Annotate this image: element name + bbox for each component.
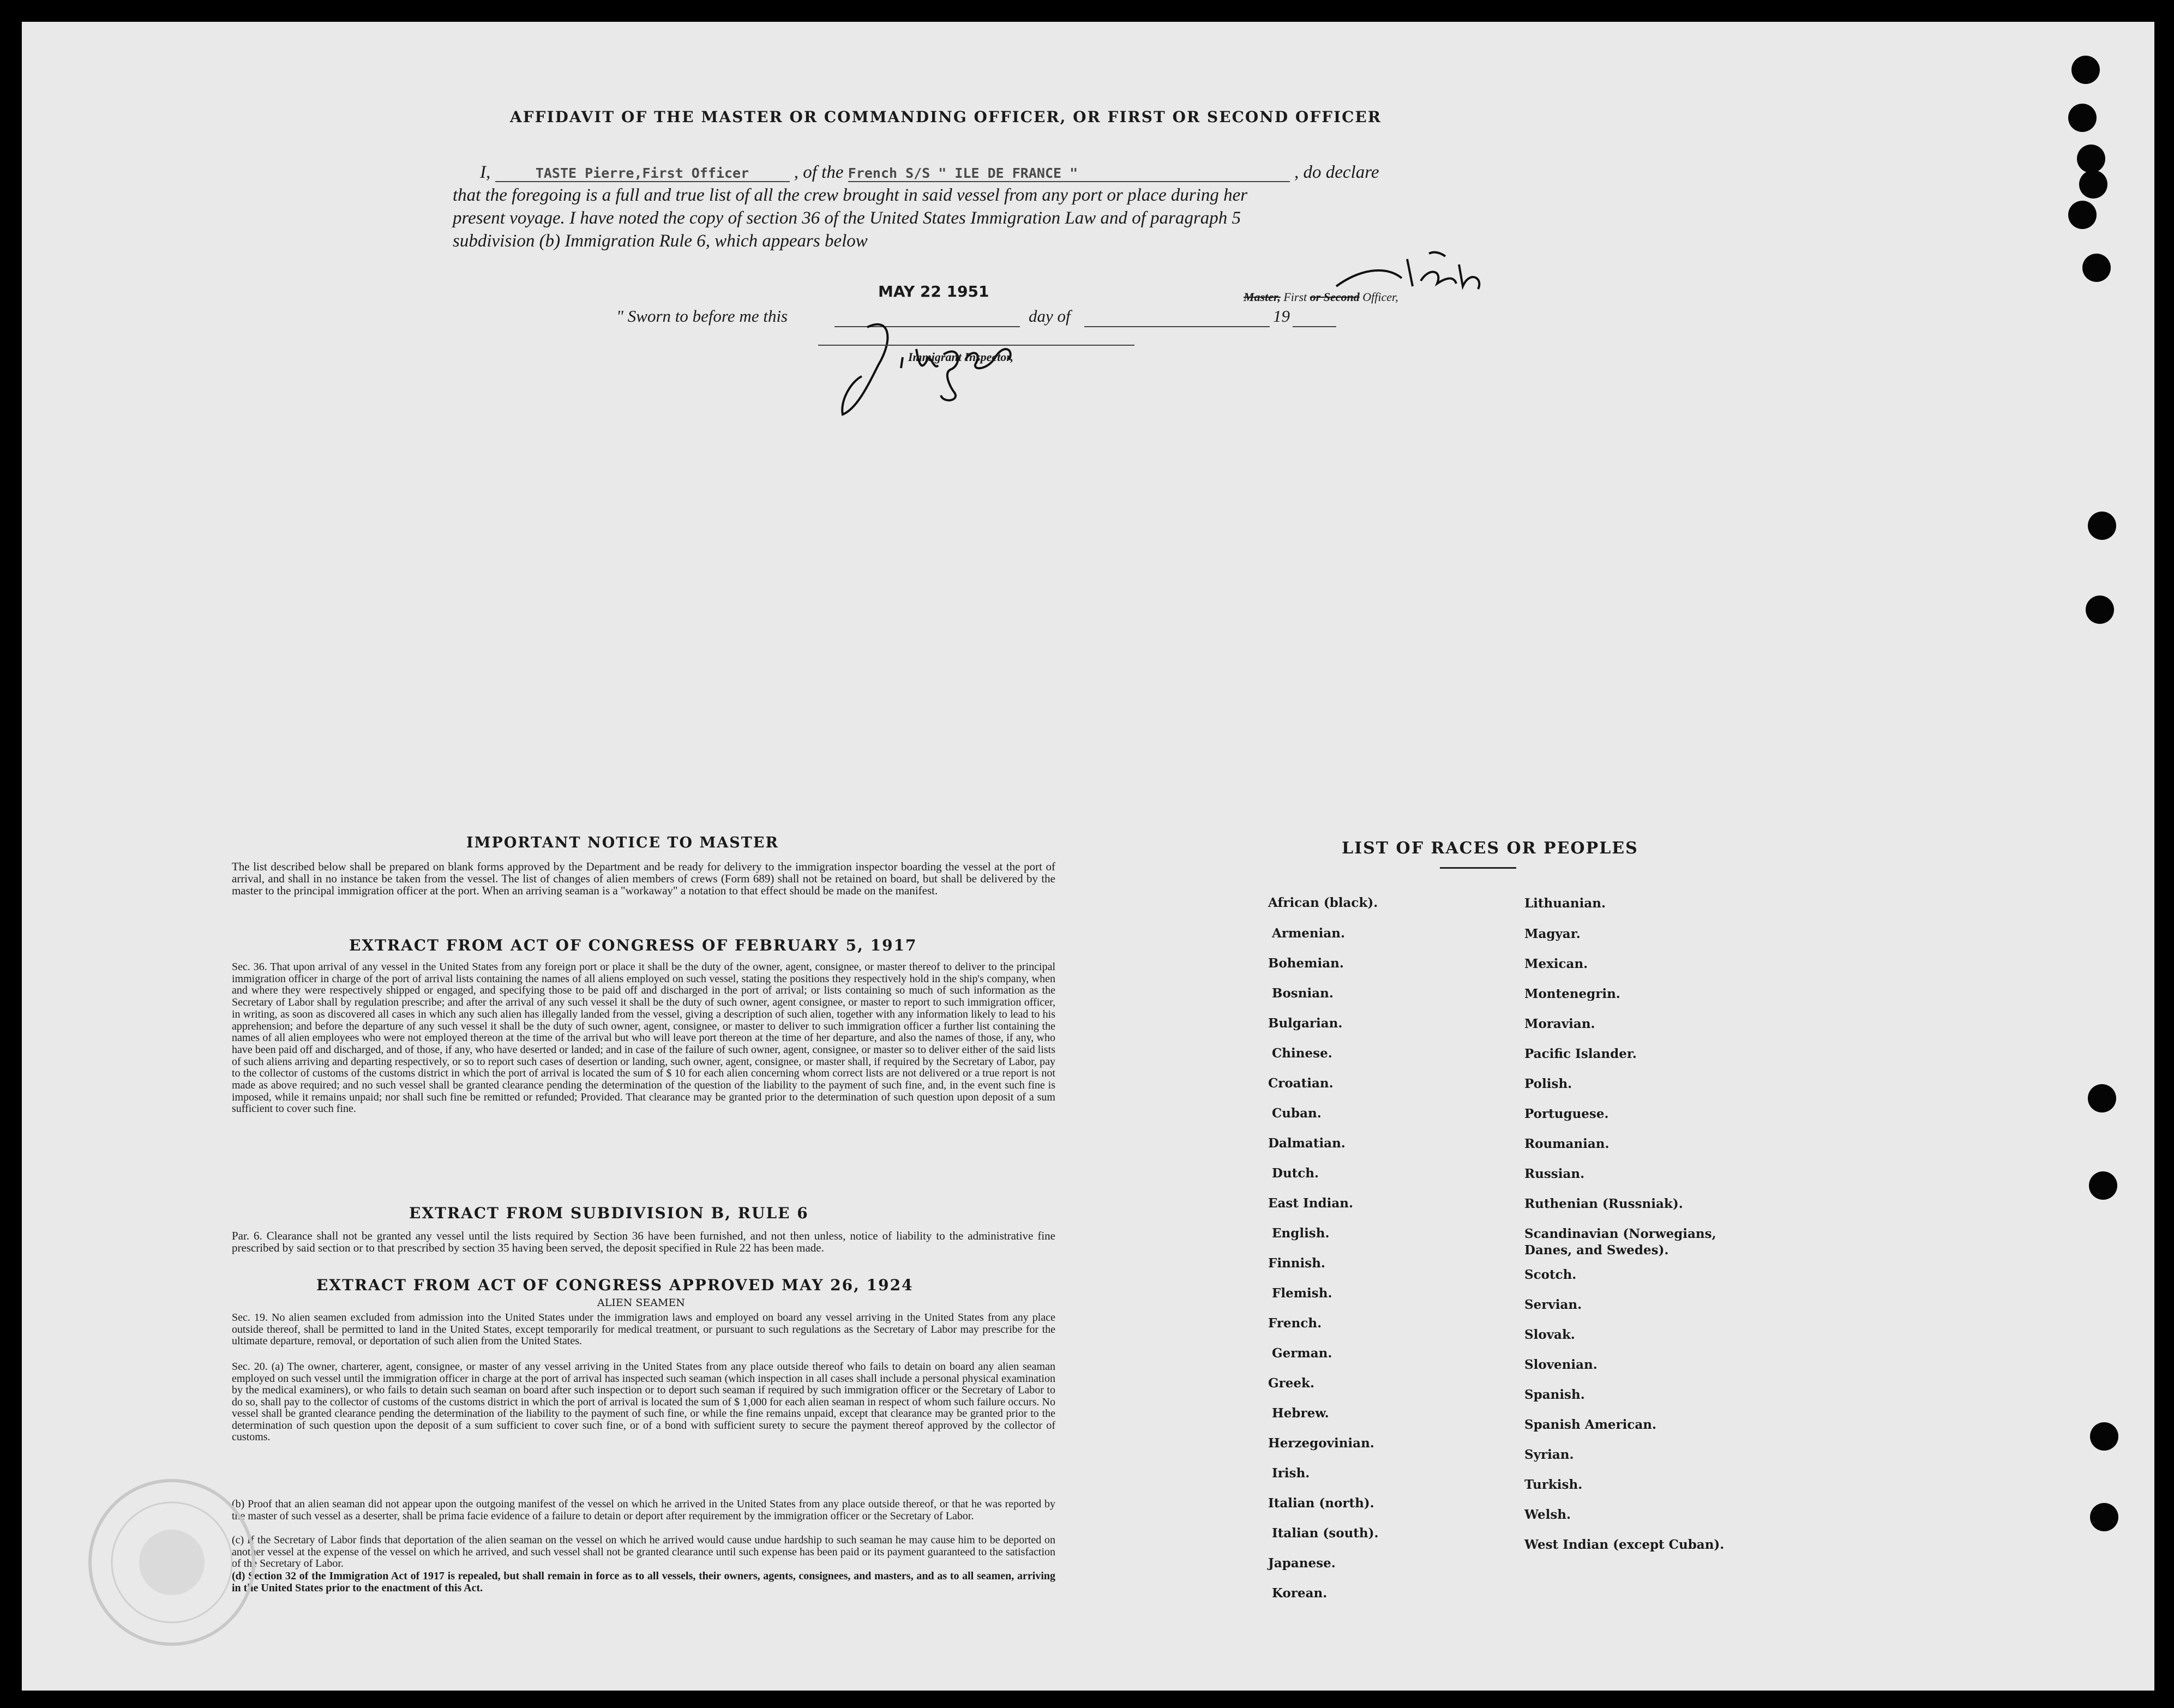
affidavit-of-the: , of the [794, 163, 844, 182]
race-item: Syrian. [1524, 1447, 1574, 1462]
first-label: First [1283, 290, 1307, 304]
binder-hole [2088, 512, 2116, 540]
section-20b: (b) Proof that an alien seaman did not appear upon the outgoing manifest of the vessel on which he arrived in the United States from any place outside thereof, or that he was reported by the master of such vessel as a deserter, shall be prima facie evidence of a failure to detain or deport after requirement by the immigration officer or the Secretary of Labor. [232, 1498, 1055, 1522]
binder-hole [2088, 1084, 2116, 1112]
extract-1917-body: Sec. 36. That upon arrival of any vessel in the United States from any foreign port or place it shall be the duty of the owner, agent, consignee, or master thereof to deliver to the principal immigration officer in charge of the port of arrival lists containing the names of all aliens employed on such vessel, stating the positions they respectively hold in the ship's company, when and where they were respectively shipped or engaged, and specifying those to be paid off and discharged in the port of arrival; or lists containing so much of such information as the Secretary of Labor shall by regulation prescribe; and after the arrival of any such vessel it shall be the duty of such owner, agent consignee, or master to report to such immigration officer, in writing, as soon as discovered all cases in which any such alien has illegally landed from the vessel, giving a description of such alien, together with any information likely to lead to his apprehension; and before the departure of any such vessel it shall be the duty of such owner, agent, consignee, or master to deliver to such immigration officer a further list containing the names of all alien employees who were not employed thereon at the time of the arrival but who will leave port thereon at the time of her departure, and also the names of those, if any, who have been paid off and discharged, and of those, if any, who have deserted or landed; and in case of the failure of such owner, agent, consignee, or master so to deliver either of the said lists of such aliens arriving and departing respectively, or so to report such cases of desertion or landing, such owner, agent, consignee, or master shall, if required by the Secretary of Labor, pay to the collector of customs of the customs district in which the port of arrival is located the sum of $ 10 for each alien concerning whom correct lists are not delivered or a true report is not made as above required; and no such vessel shall be granted clearance pending the determination of the question of the liability to the payment of such fine, and, in the event such fine is imposed, while it remains unpaid; nor shall such fine be remitted or refunded; Provided. That clearance may be granted prior to the determination of such question upon deposit of a sum sufficient to cover such fine. [232, 961, 1055, 1115]
typed-vessel-name: French S/S " ILE DE FRANCE " [848, 165, 1290, 182]
race-item: Bohemian. [1268, 956, 1344, 971]
race-item: Polish. [1524, 1076, 1572, 1091]
race-item: Ruthenian (Russniak). [1524, 1196, 1683, 1211]
embossed-seal [82, 1472, 262, 1652]
race-item: Pacific Islander. [1524, 1047, 1637, 1061]
binder-hole [2071, 56, 2100, 84]
race-item: Lithuanian. [1524, 896, 1606, 911]
affidavit-prefix: I, [480, 163, 491, 182]
affidavit-line-4: subdivision (b) Immigration Rule 6, which appears below [453, 231, 868, 251]
binder-hole [2068, 201, 2097, 229]
affidavit-line-1 [480, 163, 1516, 183]
document-page [22, 22, 2154, 1691]
race-item: Greek. [1268, 1376, 1314, 1391]
typed-officer-name: TASTE Pierre,First Officer [495, 165, 790, 182]
race-item: Slovenian. [1524, 1357, 1598, 1372]
race-item: Roumanian. [1524, 1136, 1610, 1151]
master-struck: Master, [1244, 290, 1281, 304]
race-item: Servian. [1524, 1297, 1582, 1312]
race-item: Dalmatian. [1268, 1136, 1346, 1151]
affidavit-title: AFFIDAVIT OF THE MASTER OR COMMANDING OFFICER, OR FIRST OR SECOND OFFICER [510, 108, 1382, 126]
race-item: Finnish. [1268, 1256, 1325, 1271]
race-item: Irish. [1272, 1466, 1310, 1481]
race-item: West Indian (except Cuban). [1524, 1537, 1725, 1552]
inspector-line [818, 345, 1134, 346]
alien-seamen-subtitle: ALIEN SEAMEN [597, 1297, 685, 1309]
notice-title: IMPORTANT NOTICE TO MASTER [466, 834, 779, 851]
affidavit-line-3: present voyage. I have noted the copy of section 36 of the United States Immigration Law and of paragraph 5 [453, 208, 1241, 228]
binder-hole [2082, 254, 2111, 282]
notice-body: The list described below shall be prepared on blank forms approved by the Department and be ready for delivery to the immigration inspector boarding the vessel at the port of arrival, and shall in no instance be taken from the vessel. The list of changes of alien members of crews (Form 689) shall not be retained on board, but shall be delivered by the master to the principal immigration officer at the port. When an arriving seaman is a "workaway" a notation to that effect should be made on the manifest. [232, 860, 1055, 897]
year-label: 19 [1273, 306, 1290, 326]
affidavit-declare: , do declare [1294, 163, 1379, 182]
race-item: English. [1272, 1226, 1330, 1241]
binder-hole [2090, 1503, 2118, 1531]
binder-hole [2077, 145, 2105, 173]
binder-hole [2079, 170, 2107, 199]
bleed-through-header [404, 52, 417, 85]
race-item: Slovak. [1524, 1327, 1575, 1342]
race-item: East Indian. [1268, 1196, 1353, 1211]
race-item: African (black). [1268, 895, 1378, 910]
section-19: Sec. 19. No alien seamen excluded from admission into the United States under the immigration laws and employed on board any vessel arriving in the United States from any place outside thereof, shall be permitted to land in the United States, except temporarily for medical treatment, or pursuant to such regulations as the Secretary of Labor may prescribe for the ultimate departure, removal, or deportation of such alien from the United States. [232, 1312, 1055, 1347]
race-item: Bulgarian. [1268, 1016, 1343, 1031]
sworn-label: Sworn to before me this [627, 306, 788, 326]
month-line [1084, 326, 1270, 327]
inspector-signature [807, 305, 1036, 425]
extract-1924-title: EXTRACT FROM ACT OF CONGRESS APPROVED MAY 26, 1924 [316, 1276, 914, 1294]
race-item: Welsh. [1524, 1507, 1571, 1522]
race-item: Armenian. [1272, 926, 1346, 941]
race-item: German. [1272, 1346, 1332, 1361]
race-item: Scandinavian (Norwegians, Danes, and Swedes). [1524, 1226, 1716, 1258]
race-item: Italian (north). [1268, 1496, 1374, 1511]
binder-hole [2090, 1422, 2118, 1451]
race-item: Magyar. [1524, 927, 1581, 941]
binder-hole [2089, 1171, 2117, 1200]
race-item: Scotch. [1524, 1267, 1577, 1282]
inspector-label: Immigrant Inspector, [908, 350, 1014, 364]
affidavit-line-2: that the foregoing is a full and true list of all the crew brought in said vessel from any port or place during her [453, 185, 1248, 205]
extract-1917-title: EXTRACT FROM ACT OF CONGRESS OF FEBRUARY 5, 1917 [349, 936, 917, 954]
race-item: Korean. [1272, 1586, 1328, 1601]
races-title-rule [1440, 867, 1516, 869]
year-line [1293, 326, 1336, 327]
race-item: Russian. [1524, 1166, 1585, 1181]
date-stamp: MAY 22 1951 [878, 282, 989, 300]
binder-hole [2086, 596, 2114, 624]
race-item: Italian (south). [1272, 1526, 1379, 1541]
race-item: Cuban. [1272, 1106, 1322, 1121]
race-item: Moravian. [1524, 1017, 1595, 1031]
race-item: Turkish. [1524, 1477, 1583, 1492]
race-item: Bosnian. [1272, 986, 1334, 1001]
subdivision-b-title: EXTRACT FROM SUBDIVISION B, RULE 6 [409, 1204, 809, 1222]
race-item: French. [1268, 1316, 1322, 1331]
race-item: Portuguese. [1524, 1106, 1609, 1121]
race-item: Chinese. [1272, 1046, 1332, 1061]
race-item: Croatian. [1268, 1076, 1334, 1091]
race-item: Dutch. [1272, 1166, 1319, 1181]
officer-label: Officer, [1362, 290, 1398, 304]
race-item: Montenegrin. [1524, 987, 1620, 1001]
second-struck: or Second [1310, 290, 1360, 304]
subdivision-b-body: Par. 6. Clearance shall not be granted any vessel until the lists required by Section 36 have been furnished, and not then unless, notice of liability to the administrative fine prescribed by said section or to that prescribed by section 35 having been served, the deposit specified in Rule 22 has been made. [232, 1229, 1055, 1254]
race-item: Spanish. [1524, 1387, 1585, 1402]
officer-title-line [1244, 290, 1505, 304]
races-title: LIST OF RACES OR PEOPLES [1342, 839, 1638, 858]
sworn-text: " Sworn to before me this [616, 306, 788, 326]
section-20c: (c) If the Secretary of Labor finds that deportation of the alien seaman on the vessel on which he arrived would cause undue hardship to such seaman he may cause him to be deported on another vessel at the expense of the vessel on which he arrived, and such vessel shall not be granted clearance until such expense has been paid or its payment guaranteed to the satisfaction of the Secretary of Labor. [232, 1534, 1055, 1569]
race-item: Hebrew. [1272, 1406, 1329, 1421]
race-item: Spanish American. [1524, 1417, 1657, 1432]
race-item: Mexican. [1524, 957, 1588, 971]
section-20a: Sec. 20. (a) The owner, charterer, agent, consignee, or master of any vessel arriving in the United States from any place outside thereof who fails to detain on board any alien seaman employed on such vessel until the immigration officer in charge at the port of arrival has inspected such seaman (which inspection in all cases shall include a personal physical examination by the medical examiners), or who fails to detain such seaman on board after such inspection or to deport such seaman if required by such immigration officer or the Secretary of Labor to do so, shall pay to the collector of customs of the customs district in which the port of arrival is located the sum of $ 1,000 for each alien seaman in respect of whom such failure occurs. No vessel shall be granted clearance pending the determination of the liability to the payment of such fine, or while the fine remains unpaid, except that clearance may be granted prior to the determination of such question upon the deposit of a sum sufficient to cover such fine, or of a bond with sufficient surety to secure the payment thereof approved by the collector of customs. [232, 1361, 1055, 1443]
race-item: Flemish. [1272, 1286, 1332, 1301]
day-of-label: day of [1029, 306, 1071, 326]
race-item: Herzegovinian. [1268, 1436, 1374, 1451]
section-20d: (d) Section 32 of the Immigration Act of 1917 is repealed, but shall remain in force as to all vessels, their owners, agents, consignees, and masters, and as to all seamen, arriving in the United States prior to the enactment of this Act. [232, 1570, 1055, 1594]
race-item: Japanese. [1268, 1556, 1336, 1571]
binder-hole [2068, 104, 2097, 132]
